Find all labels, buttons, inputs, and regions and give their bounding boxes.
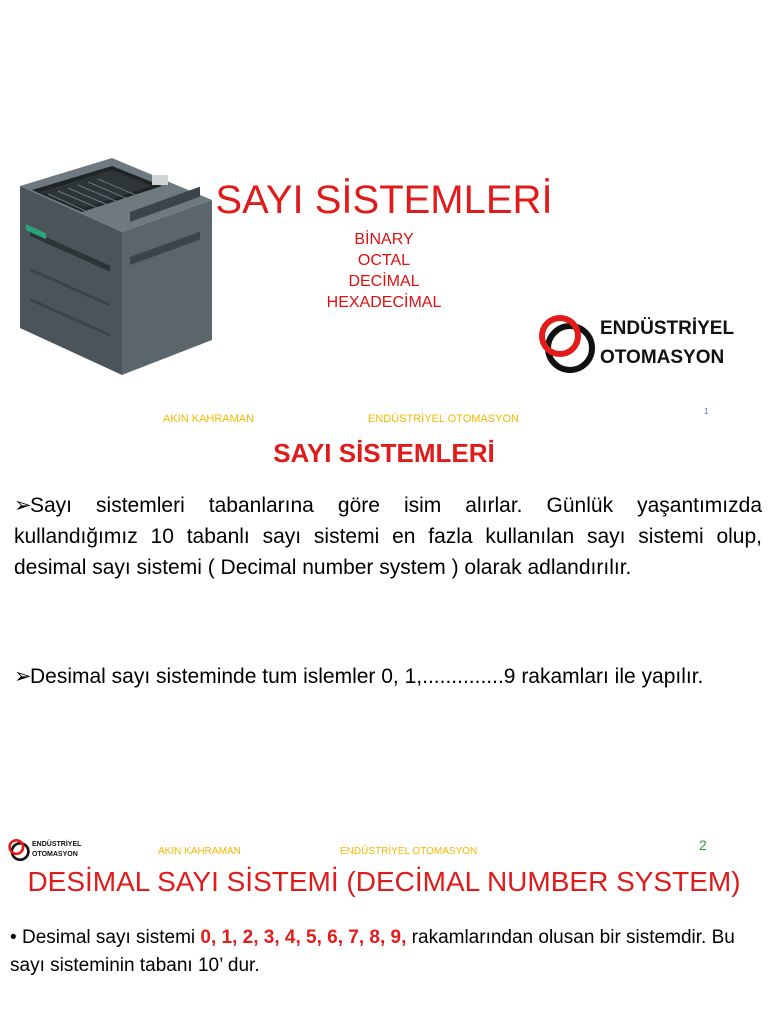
- slide-3-footer-author: AKIN KAHRAMAN: [158, 846, 241, 857]
- slide-2-title: SAYI SİSTEMLERİ: [273, 438, 495, 468]
- bullet-dot-icon: •: [10, 927, 17, 948]
- paragraph-1-text: Sayı sistemleri tabanlarına göre isim alırlar. Günlük yaşantımızda kullandığımız 10 tabanlı sayı sistemi en fazla kullanılan sayı sistemi olup, desimal sayı sistemi ( Decimal number system ) olarak adlandırılır.: [14, 494, 762, 579]
- slide-3-page-number: 2: [699, 837, 707, 853]
- bullet-text-pre: Desimal sayı sistemi: [22, 927, 201, 948]
- small-logo-line-1: ENDÜSTRİYEL: [32, 841, 82, 848]
- arrow-bullet-icon: ➢: [14, 665, 32, 688]
- slide-1-title: SAYI SİSTEMLERİ: [215, 178, 553, 222]
- subtitle-decimal: DECİMAL: [348, 273, 420, 290]
- slide-1-page-number: 1: [704, 407, 709, 416]
- arrow-bullet-icon: ➢: [14, 494, 32, 517]
- endustriyel-otomasyon-logo: [538, 312, 758, 376]
- paragraph-2-text: Desimal sayı sisteminde tum islemler 0, 1,..............9 rakamları ile yapılır.: [30, 665, 704, 688]
- bullet-digits: 0, 1, 2, 3, 4, 5, 6, 7, 8, 9,: [200, 927, 407, 948]
- subtitle-hexadecimal: HEXADECİMAL: [326, 294, 442, 311]
- slide-3-bullet: [10, 924, 762, 980]
- slide-1-subtitle-list: [0, 229, 768, 313]
- slide-1-footer-center: ENDÜSTRİYEL OTOMASYON: [368, 413, 519, 425]
- small-logo-line-2: OTOMASYON: [32, 851, 78, 858]
- subtitle-binary: BİNARY: [354, 231, 414, 248]
- logo-line-1: ENDÜSTRİYEL: [600, 318, 735, 339]
- small-endustriyel-otomasyon-logo: [8, 838, 98, 864]
- logo-line-2: OTOMASYON: [600, 347, 725, 368]
- slide-2-paragraph-1: [14, 490, 762, 583]
- logo-icon: [538, 312, 596, 376]
- slide-3-footer-center: ENDÜSTRİYEL OTOMASYON: [340, 846, 478, 857]
- slide-2-paragraph-2: [14, 661, 762, 692]
- subtitle-octal: OCTAL: [357, 252, 411, 269]
- small-logo-icon: [8, 838, 30, 862]
- slide-1-footer-author: AKIN KAHRAMAN: [163, 413, 255, 425]
- bullet-text-post: rakamlarından olusan bir sistemdir. Bu sayı sisteminin tabanı 10’ dur.: [10, 927, 735, 976]
- slide-3-title: DESİMAL SAYI SİSTEMİ (DECİMAL NUMBER SYSTEM): [27, 866, 741, 897]
